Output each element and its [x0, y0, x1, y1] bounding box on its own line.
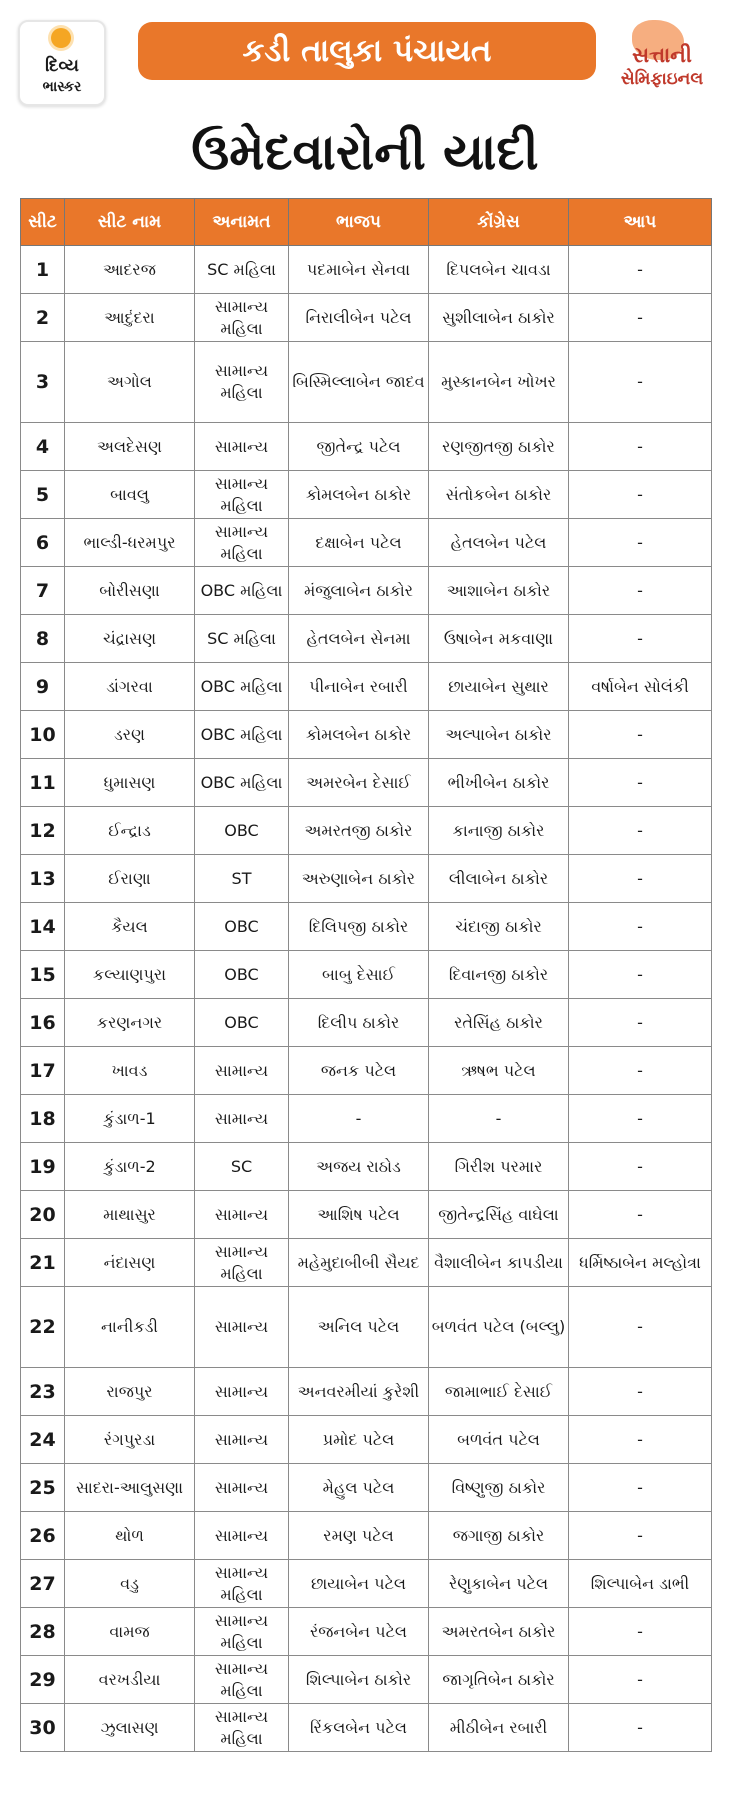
- table-row: [21, 567, 712, 615]
- cell-bjp: પ્રમોદ પટેલ: [289, 1416, 429, 1464]
- cell-congress: છાયાબેન સુથાર: [429, 663, 569, 711]
- cell-name: વરખડીયા: [65, 1656, 195, 1704]
- cell-reservation: OBC: [195, 807, 289, 855]
- cell-aap: -: [569, 1512, 712, 1560]
- cell-name: બાવલુ: [65, 471, 195, 519]
- cell-congress: રતેસિંહ ઠાકોર: [429, 999, 569, 1047]
- cell-name: વામજ: [65, 1608, 195, 1656]
- cell-aap: -: [569, 1656, 712, 1704]
- table-row: [21, 519, 712, 567]
- cell-seat: 26: [21, 1512, 65, 1560]
- cell-congress: ઋષભ પટેલ: [429, 1047, 569, 1095]
- cell-aap: -: [569, 999, 712, 1047]
- cell-bjp: બાબુ દેસાઈ: [289, 951, 429, 999]
- column-header-seat-name: સીટ નામ: [65, 199, 195, 246]
- cell-name: અલદેસણ: [65, 423, 195, 471]
- page-banner: કડી તાલુકા પંચાયત: [138, 22, 596, 80]
- cell-seat: 18: [21, 1095, 65, 1143]
- cell-congress: જીતેન્દ્રસિંહ વાઘેલા: [429, 1191, 569, 1239]
- cell-name: માથાસુર: [65, 1191, 195, 1239]
- table-row: [21, 423, 712, 471]
- cell-name: બોરીસણા: [65, 567, 195, 615]
- table-row: [21, 615, 712, 663]
- cell-aap: -: [569, 423, 712, 471]
- cell-aap: -: [569, 1287, 712, 1368]
- cell-bjp: દિલીપ ઠાકોર: [289, 999, 429, 1047]
- cell-seat: 9: [21, 663, 65, 711]
- cell-bjp: અમરબેન દેસાઈ: [289, 759, 429, 807]
- cell-seat: 13: [21, 855, 65, 903]
- cell-seat: 8: [21, 615, 65, 663]
- cell-seat: 29: [21, 1656, 65, 1704]
- table-header-row: [21, 199, 712, 246]
- cell-congress: લીલાબેન ઠાકોર: [429, 855, 569, 903]
- satta-semifinal-logo: [598, 16, 726, 102]
- cell-aap: ધર્મિષ્ઠાબેન મલ્હોત્રા: [569, 1239, 712, 1287]
- cell-reservation: સામાન્ય મહિલા: [195, 519, 289, 567]
- cell-reservation: OBC મહિલા: [195, 711, 289, 759]
- cell-congress: ભીખીબેન ઠાકોર: [429, 759, 569, 807]
- cell-bjp: પદમાબેન સેનવા: [289, 246, 429, 294]
- cell-seat: 7: [21, 567, 65, 615]
- cell-seat: 2: [21, 294, 65, 342]
- cell-congress: જાગૃતિબેન ઠાકોર: [429, 1656, 569, 1704]
- cell-aap: -: [569, 1143, 712, 1191]
- cell-reservation: સામાન્ય: [195, 1047, 289, 1095]
- cell-bjp: હેતલબેન સેનમા: [289, 615, 429, 663]
- cell-aap: -: [569, 1095, 712, 1143]
- cell-name: કૈયલ: [65, 903, 195, 951]
- cell-congress: ગિરીશ પરમાર: [429, 1143, 569, 1191]
- cell-name: વડુ: [65, 1560, 195, 1608]
- cell-bjp: બિસ્મિલ્લાબેન જાદવ: [289, 342, 429, 423]
- cell-bjp: અનિલ પટેલ: [289, 1287, 429, 1368]
- table-row: [21, 1464, 712, 1512]
- cell-name: ઈન્દ્રાડ: [65, 807, 195, 855]
- table-row: [21, 294, 712, 342]
- cell-seat: 14: [21, 903, 65, 951]
- cell-reservation: સામાન્ય: [195, 1464, 289, 1512]
- cell-aap: -: [569, 903, 712, 951]
- cell-name: ખાવડ: [65, 1047, 195, 1095]
- divya-bhaskar-logo: [18, 20, 106, 106]
- column-header-bjp: ભાજપ: [289, 199, 429, 246]
- cell-reservation: સામાન્ય: [195, 1095, 289, 1143]
- cell-congress: રેણુકાબેન પટેલ: [429, 1560, 569, 1608]
- cell-name: ભાલ્ડી-ધરમપુર: [65, 519, 195, 567]
- cell-seat: 4: [21, 423, 65, 471]
- cell-seat: 17: [21, 1047, 65, 1095]
- table-row: [21, 1287, 712, 1368]
- cell-reservation: સામાન્ય: [195, 1416, 289, 1464]
- cell-seat: 24: [21, 1416, 65, 1464]
- cell-seat: 1: [21, 246, 65, 294]
- cell-aap: -: [569, 1368, 712, 1416]
- cell-reservation: સામાન્ય મહિલા: [195, 342, 289, 423]
- cell-congress: બળવંત પટેલ: [429, 1416, 569, 1464]
- cell-name: રાજપુર: [65, 1368, 195, 1416]
- cell-reservation: OBC મહિલા: [195, 759, 289, 807]
- cell-name: કરણનગર: [65, 999, 195, 1047]
- cell-reservation: SC મહિલા: [195, 615, 289, 663]
- cell-bjp: નિરાલીબેન પટેલ: [289, 294, 429, 342]
- cell-congress: હેતલબેન પટેલ: [429, 519, 569, 567]
- cell-reservation: OBC: [195, 903, 289, 951]
- cell-bjp: જીતેન્દ્ર પટેલ: [289, 423, 429, 471]
- table-row: [21, 855, 712, 903]
- cell-reservation: સામાન્ય: [195, 1191, 289, 1239]
- table-row: [21, 903, 712, 951]
- cell-name: ધુમાસણ: [65, 759, 195, 807]
- table-row: [21, 951, 712, 999]
- table-row: [21, 1704, 712, 1752]
- table-row: [21, 1368, 712, 1416]
- cell-aap: -: [569, 1416, 712, 1464]
- cell-bjp: -: [289, 1095, 429, 1143]
- table-row: [21, 342, 712, 423]
- cell-reservation: સામાન્ય મહિલા: [195, 1239, 289, 1287]
- cell-seat: 28: [21, 1608, 65, 1656]
- cell-name: ચંદ્રાસણ: [65, 615, 195, 663]
- logo-line2: ભાસ્કર: [42, 79, 82, 95]
- table-row: [21, 1608, 712, 1656]
- cell-name: અગોલ: [65, 342, 195, 423]
- column-header-reservation: અનામત: [195, 199, 289, 246]
- cell-bjp: મહેમુદાબીબી સૈયદ: [289, 1239, 429, 1287]
- cell-reservation: સામાન્ય: [195, 1512, 289, 1560]
- cell-bjp: કોમલબેન ઠાકોર: [289, 471, 429, 519]
- cell-seat: 19: [21, 1143, 65, 1191]
- cell-bjp: અજય રાઠોડ: [289, 1143, 429, 1191]
- cell-aap: -: [569, 246, 712, 294]
- cell-name: આદરજ: [65, 246, 195, 294]
- cell-bjp: શિલ્પાબેન ઠાકોર: [289, 1656, 429, 1704]
- cell-aap: -: [569, 951, 712, 999]
- cell-reservation: સામાન્ય મહિલા: [195, 1608, 289, 1656]
- cell-aap: -: [569, 471, 712, 519]
- table-row: [21, 663, 712, 711]
- table-row: [21, 471, 712, 519]
- cell-aap: -: [569, 342, 712, 423]
- cell-reservation: સામાન્ય: [195, 423, 289, 471]
- cell-congress: ઉષાબેન મકવાણા: [429, 615, 569, 663]
- cell-seat: 20: [21, 1191, 65, 1239]
- cell-aap: -: [569, 1704, 712, 1752]
- cell-reservation: SC મહિલા: [195, 246, 289, 294]
- cell-name: સાદરા-આલુસણા: [65, 1464, 195, 1512]
- cell-seat: 5: [21, 471, 65, 519]
- cell-bjp: રમણ પટેલ: [289, 1512, 429, 1560]
- cell-seat: 3: [21, 342, 65, 423]
- cell-seat: 11: [21, 759, 65, 807]
- cell-congress: દિપલબેન ચાવડા: [429, 246, 569, 294]
- cell-seat: 21: [21, 1239, 65, 1287]
- cell-aap: -: [569, 807, 712, 855]
- header: [0, 0, 730, 110]
- cell-bjp: કોમલબેન ઠાકોર: [289, 711, 429, 759]
- column-header-seat: સીટ: [21, 199, 65, 246]
- cell-reservation: ST: [195, 855, 289, 903]
- cell-name: થોળ: [65, 1512, 195, 1560]
- cell-name: આદુંદરા: [65, 294, 195, 342]
- cell-aap: -: [569, 855, 712, 903]
- cell-congress: અલ્પાબેન ઠાકોર: [429, 711, 569, 759]
- cell-reservation: OBC મહિલા: [195, 567, 289, 615]
- cell-seat: 12: [21, 807, 65, 855]
- candidates-table: [20, 198, 712, 1752]
- cell-congress: કાનાજી ઠાકોર: [429, 807, 569, 855]
- cell-bjp: દિલિપજી ઠાકોર: [289, 903, 429, 951]
- table-row: [21, 1239, 712, 1287]
- cell-name: ઈરાણા: [65, 855, 195, 903]
- table-row: [21, 1143, 712, 1191]
- cell-seat: 27: [21, 1560, 65, 1608]
- cell-aap: વર્ષાબેન સોલંકી: [569, 663, 712, 711]
- cell-name: રંગપુરડા: [65, 1416, 195, 1464]
- table-row: [21, 999, 712, 1047]
- cell-seat: 10: [21, 711, 65, 759]
- cell-aap: -: [569, 1608, 712, 1656]
- cell-name: ડરણ: [65, 711, 195, 759]
- table-row: [21, 1191, 712, 1239]
- table-row: [21, 1416, 712, 1464]
- cell-seat: 16: [21, 999, 65, 1047]
- cell-reservation: SC: [195, 1143, 289, 1191]
- sun-icon: [51, 28, 71, 48]
- cell-congress: ચંદાજી ઠાકોર: [429, 903, 569, 951]
- cell-name: ડાંગરવા: [65, 663, 195, 711]
- cell-congress: -: [429, 1095, 569, 1143]
- cell-seat: 30: [21, 1704, 65, 1752]
- cell-congress: જગાજી ઠાકોર: [429, 1512, 569, 1560]
- cell-seat: 23: [21, 1368, 65, 1416]
- cell-bjp: મેહુલ પટેલ: [289, 1464, 429, 1512]
- table-row: [21, 759, 712, 807]
- table-body: [21, 246, 712, 1752]
- cell-seat: 6: [21, 519, 65, 567]
- cell-aap: -: [569, 519, 712, 567]
- cell-name: નાનીકડી: [65, 1287, 195, 1368]
- page-title: ઉમેદવારોની યાદી: [191, 123, 539, 181]
- cell-bjp: અરુણાબેન ઠાકોર: [289, 855, 429, 903]
- brand-line1: સત્તાની: [632, 43, 692, 67]
- cell-aap: -: [569, 711, 712, 759]
- cell-congress: સુશીલાબેન ઠાકોર: [429, 294, 569, 342]
- table-row: [21, 1047, 712, 1095]
- cell-reservation: સામાન્ય મહિલા: [195, 1560, 289, 1608]
- brand-line2: સેમિફાઇનલ: [620, 69, 704, 89]
- cell-congress: રણજીતજી ઠાકોર: [429, 423, 569, 471]
- cell-bjp: અમરતજી ઠાકોર: [289, 807, 429, 855]
- cell-congress: આશાબેન ઠાકોર: [429, 567, 569, 615]
- cell-name: કુંડાળ-1: [65, 1095, 195, 1143]
- cell-bjp: પીનાબેન રબારી: [289, 663, 429, 711]
- cell-aap: -: [569, 294, 712, 342]
- cell-bjp: આશિષ પટેલ: [289, 1191, 429, 1239]
- table-row: [21, 1512, 712, 1560]
- cell-aap: -: [569, 615, 712, 663]
- cell-name: કુંડાળ-2: [65, 1143, 195, 1191]
- cell-bjp: રિંકલબેન પટેલ: [289, 1704, 429, 1752]
- cell-name: ઝુલાસણ: [65, 1704, 195, 1752]
- cell-seat: 25: [21, 1464, 65, 1512]
- cell-congress: બળવંત પટેલ (બલ્લુ): [429, 1287, 569, 1368]
- table-row: [21, 711, 712, 759]
- cell-congress: જામાભાઈ દેસાઈ: [429, 1368, 569, 1416]
- cell-congress: વૈશાલીબેન કાપડીયા: [429, 1239, 569, 1287]
- logo-line1: દિવ્ય: [45, 56, 79, 76]
- table-row: [21, 246, 712, 294]
- cell-aap: -: [569, 759, 712, 807]
- table-row: [21, 1560, 712, 1608]
- cell-congress: મુસ્કાનબેન ખોખર: [429, 342, 569, 423]
- cell-congress: અમરતબેન ઠાકોર: [429, 1608, 569, 1656]
- cell-reservation: OBC મહિલા: [195, 663, 289, 711]
- cell-bjp: રંજનબેન પટેલ: [289, 1608, 429, 1656]
- cell-reservation: સામાન્ય: [195, 1368, 289, 1416]
- table-row: [21, 1095, 712, 1143]
- cell-bjp: જનક પટેલ: [289, 1047, 429, 1095]
- cell-reservation: સામાન્ય મહિલા: [195, 471, 289, 519]
- cell-aap: -: [569, 567, 712, 615]
- table-row: [21, 1656, 712, 1704]
- cell-congress: સંતોકબેન ઠાકોર: [429, 471, 569, 519]
- cell-reservation: OBC: [195, 999, 289, 1047]
- cell-bjp: છાયાબેન પટેલ: [289, 1560, 429, 1608]
- cell-bjp: મંજુલાબેન ઠાકોર: [289, 567, 429, 615]
- cell-seat: 15: [21, 951, 65, 999]
- cell-bjp: અનવરમીયાં કુરેશી: [289, 1368, 429, 1416]
- table-row: [21, 807, 712, 855]
- cell-seat: 22: [21, 1287, 65, 1368]
- column-header-aap: આપ: [569, 199, 712, 246]
- cell-name: કલ્યાણપુરા: [65, 951, 195, 999]
- cell-aap: શિલ્પાબેન ડાભી: [569, 1560, 712, 1608]
- cell-name: નંદાસણ: [65, 1239, 195, 1287]
- cell-reservation: સામાન્ય: [195, 1287, 289, 1368]
- cell-reservation: સામાન્ય મહિલા: [195, 1704, 289, 1752]
- cell-congress: દિવાનજી ઠાકોર: [429, 951, 569, 999]
- cell-aap: -: [569, 1464, 712, 1512]
- cell-congress: મીઠીબેન રબારી: [429, 1704, 569, 1752]
- column-header-congress: કોંગ્રેસ: [429, 199, 569, 246]
- cell-aap: -: [569, 1191, 712, 1239]
- cell-aap: -: [569, 1047, 712, 1095]
- cell-congress: વિષ્ણુજી ઠાકોર: [429, 1464, 569, 1512]
- cell-bjp: દક્ષાબેન પટેલ: [289, 519, 429, 567]
- cell-reservation: સામાન્ય મહિલા: [195, 1656, 289, 1704]
- cell-reservation: સામાન્ય મહિલા: [195, 294, 289, 342]
- cell-reservation: OBC: [195, 951, 289, 999]
